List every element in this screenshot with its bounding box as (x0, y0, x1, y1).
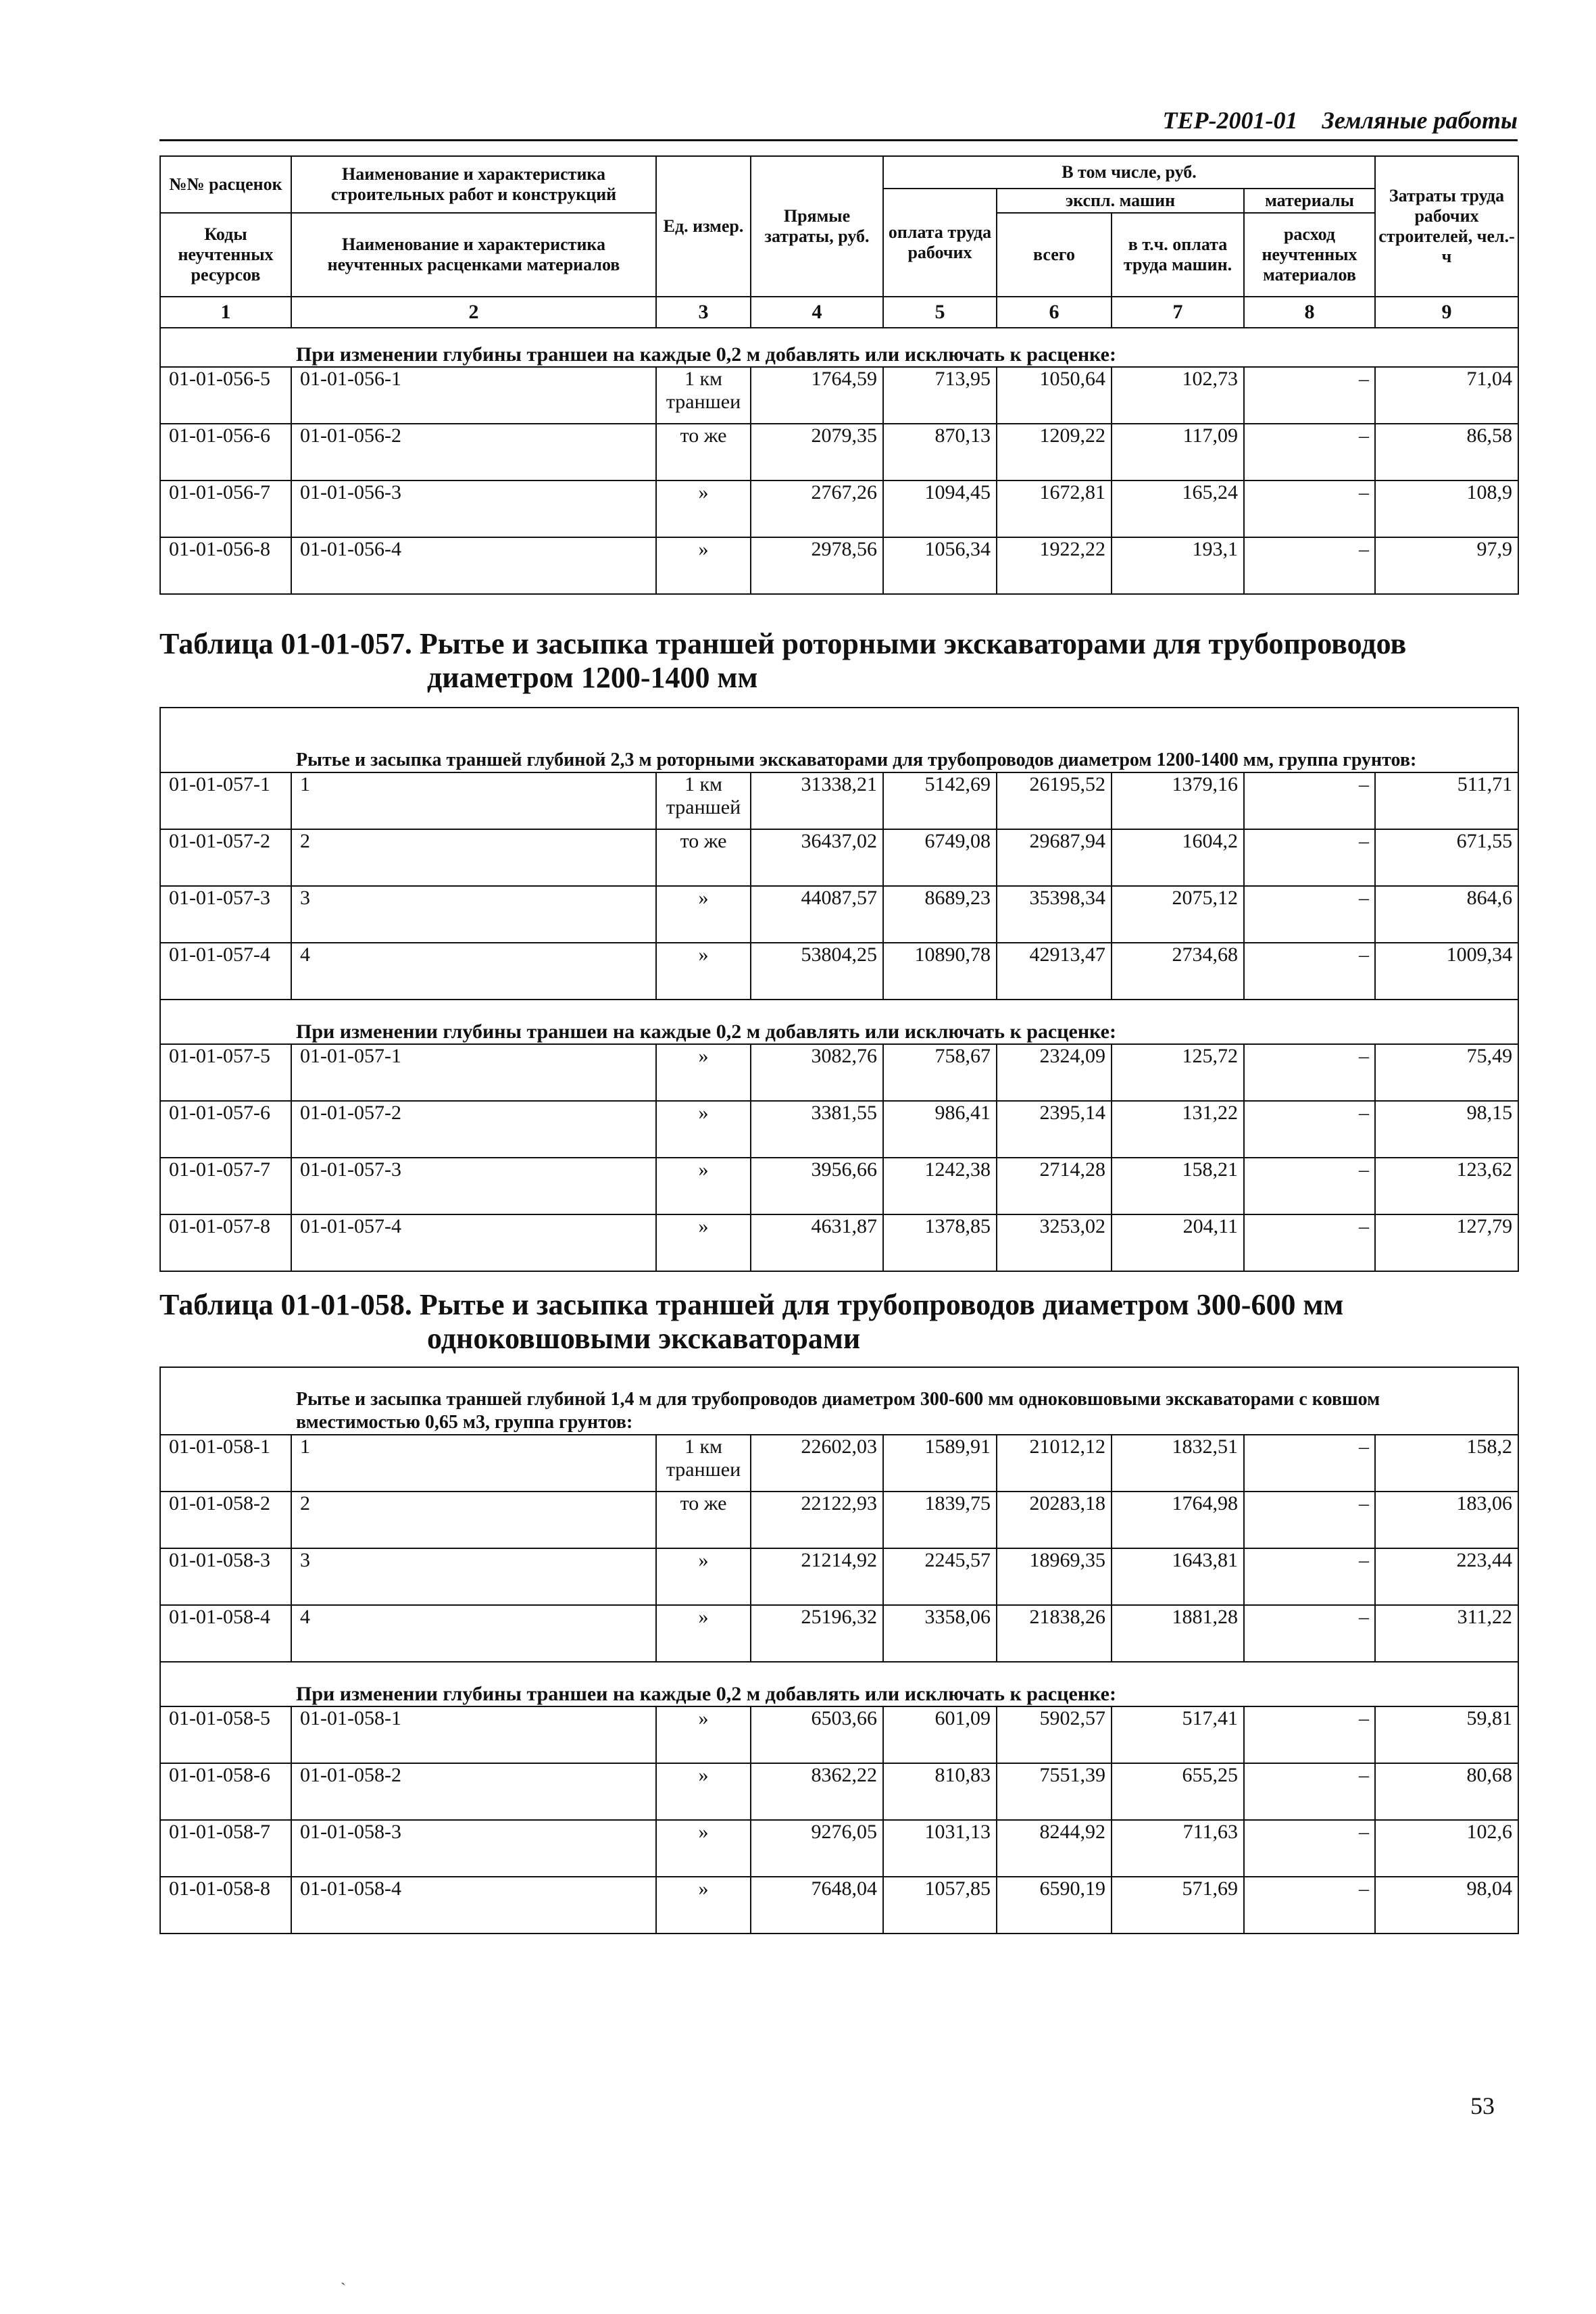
materials: – (1244, 772, 1375, 829)
labor-hours: 123,62 (1375, 1158, 1518, 1214)
machine-labor-cost: 165,24 (1112, 481, 1244, 537)
machine-labor-cost: 131,22 (1112, 1101, 1244, 1158)
rows-057 (160, 772, 1518, 1000)
labor-hours: 864,6 (1375, 886, 1518, 943)
rate-code: 01-01-058-6 (160, 1763, 291, 1820)
rate-name: 01-01-057-4 (291, 1214, 656, 1271)
unit: то же (656, 829, 751, 886)
direct-cost: 4631,87 (751, 1214, 883, 1271)
section-058: Рытье и засыпка траншей глубиной 1,4 м для трубопроводов диаметром 300-600 мм одноковшовыми экскаваторами с ковшом вместимостью 0,65 м3, группа грунтов: (160, 1367, 1518, 1435)
unit: » (656, 886, 751, 943)
machine-cost: 18969,35 (997, 1548, 1112, 1605)
table-row (160, 1706, 1518, 1763)
machine-labor-cost: 204,11 (1112, 1214, 1244, 1271)
rate-name: 01-01-057-3 (291, 1158, 656, 1214)
machine-cost: 2714,28 (997, 1158, 1112, 1214)
col-number: 8 (1244, 297, 1375, 328)
labor-cost: 6749,08 (883, 829, 997, 886)
labor-cost: 758,67 (883, 1044, 997, 1101)
caption-058-title: Рытье и засыпка траншей для трубопроводов диаметром 300-600 мм (419, 1288, 1344, 1321)
rate-code: 01-01-056-6 (160, 424, 291, 481)
stray-mark: ` (341, 2281, 346, 2298)
table-row (160, 1548, 1518, 1605)
col-header-name-bottom: Наименование и характеристика неучтенных расценками материалов (291, 213, 656, 297)
col-header-unit: Ед. измер. (656, 156, 751, 297)
rate-code: 01-01-058-7 (160, 1820, 291, 1877)
rows-056 (160, 367, 1518, 594)
depth-note: При изменении глубины траншеи на каждые 0,2 м добавлять или исключать к расценке: (160, 1662, 1518, 1706)
machine-labor-cost: 125,72 (1112, 1044, 1244, 1101)
machine-cost: 7551,39 (997, 1763, 1112, 1820)
materials: – (1244, 886, 1375, 943)
machine-labor-cost: 102,73 (1112, 367, 1244, 424)
direct-cost: 21214,92 (751, 1548, 883, 1605)
col-header-codes-bottom: Коды неучтенных ресурсов (160, 213, 291, 297)
labor-hours: 223,44 (1375, 1548, 1518, 1605)
machine-labor-cost: 1379,16 (1112, 772, 1244, 829)
rate-name: 4 (291, 1605, 656, 1662)
unit: » (656, 1877, 751, 1934)
col-header-labor: оплата труда рабочих (883, 189, 997, 297)
rate-code: 01-01-057-7 (160, 1158, 291, 1214)
caption-057-title: Рытье и засыпка траншей роторными экскаваторами для трубопроводов (419, 627, 1407, 660)
machine-labor-cost: 2734,68 (1112, 943, 1244, 1000)
col-header-group: В том числе, руб. (883, 156, 1375, 189)
col-header-codes-top: №№ расценок (160, 156, 291, 213)
machine-cost: 21012,12 (997, 1435, 1112, 1492)
unit: » (656, 1214, 751, 1271)
labor-cost: 1031,13 (883, 1820, 997, 1877)
labor-cost: 10890,78 (883, 943, 997, 1000)
materials: – (1244, 1605, 1375, 1662)
direct-cost: 9276,05 (751, 1820, 883, 1877)
labor-cost: 870,13 (883, 424, 997, 481)
rate-name: 01-01-056-2 (291, 424, 656, 481)
table-row (160, 367, 1518, 424)
rate-name: 3 (291, 1548, 656, 1605)
col-header-mach-total: всего (997, 213, 1112, 297)
direct-cost: 2079,35 (751, 424, 883, 481)
col-number: 1 (160, 297, 291, 328)
rate-name: 01-01-057-1 (291, 1044, 656, 1101)
caption-057 (159, 627, 1511, 695)
unit: 1 км траншей (656, 772, 751, 829)
materials: – (1244, 1101, 1375, 1158)
materials: – (1244, 1214, 1375, 1271)
machine-labor-cost: 517,41 (1112, 1706, 1244, 1763)
rate-name: 1 (291, 1435, 656, 1492)
table-058 (159, 1367, 1519, 1934)
rate-code: 01-01-058-3 (160, 1548, 291, 1605)
col-number: 2 (291, 297, 656, 328)
labor-hours: 97,9 (1375, 537, 1518, 594)
unit: то же (656, 424, 751, 481)
direct-cost: 22122,93 (751, 1492, 883, 1548)
materials: – (1244, 1492, 1375, 1548)
rate-code: 01-01-057-1 (160, 772, 291, 829)
col-header-name-top: Наименование и характеристика строительных работ и конструкций (291, 156, 656, 213)
rate-name: 01-01-056-4 (291, 537, 656, 594)
machine-cost: 6590,19 (997, 1877, 1112, 1934)
table-row (160, 1101, 1518, 1158)
machine-cost: 1209,22 (997, 424, 1112, 481)
direct-cost: 3082,76 (751, 1044, 883, 1101)
col-header-machines: экспл. машин (997, 189, 1244, 213)
table-row (160, 537, 1518, 594)
labor-hours: 311,22 (1375, 1605, 1518, 1662)
machine-labor-cost: 571,69 (1112, 1877, 1244, 1934)
unit: » (656, 537, 751, 594)
section-title: Земляные работы (1322, 107, 1518, 134)
col-header-direct: Прямые затраты, руб. (751, 156, 883, 297)
labor-hours: 671,55 (1375, 829, 1518, 886)
rate-name: 01-01-058-4 (291, 1877, 656, 1934)
labor-hours: 98,15 (1375, 1101, 1518, 1158)
unit: 1 км траншеи (656, 1435, 751, 1492)
col-header-hours: Затраты труда рабочих строителей, чел.-ч (1375, 156, 1518, 297)
table-057 (159, 707, 1519, 1272)
col-number: 6 (997, 297, 1112, 328)
unit: » (656, 1158, 751, 1214)
page-number: 53 (1470, 2092, 1495, 2119)
labor-cost: 5142,69 (883, 772, 997, 829)
rate-name: 4 (291, 943, 656, 1000)
rate-code: 01-01-057-8 (160, 1214, 291, 1271)
materials: – (1244, 1435, 1375, 1492)
rate-name: 01-01-058-3 (291, 1820, 656, 1877)
materials: – (1244, 829, 1375, 886)
labor-hours: 86,58 (1375, 424, 1518, 481)
direct-cost: 36437,02 (751, 829, 883, 886)
unit: » (656, 1548, 751, 1605)
rate-code: 01-01-056-5 (160, 367, 291, 424)
rate-code: 01-01-058-1 (160, 1435, 291, 1492)
materials: – (1244, 1158, 1375, 1214)
col-number: 9 (1375, 297, 1518, 328)
labor-hours: 102,6 (1375, 1820, 1518, 1877)
direct-cost: 25196,32 (751, 1605, 883, 1662)
materials: – (1244, 1877, 1375, 1934)
machine-labor-cost: 1643,81 (1112, 1548, 1244, 1605)
materials: – (1244, 481, 1375, 537)
caption-058 (159, 1288, 1511, 1356)
labor-hours: 59,81 (1375, 1706, 1518, 1763)
machine-cost: 29687,94 (997, 829, 1112, 886)
col-number: 5 (883, 297, 997, 328)
rate-name: 01-01-058-1 (291, 1706, 656, 1763)
unit: » (656, 1706, 751, 1763)
rate-name: 2 (291, 829, 656, 886)
table-row (160, 1435, 1518, 1492)
table-row (160, 943, 1518, 1000)
rate-code: 01-01-057-3 (160, 886, 291, 943)
rate-code: 01-01-057-5 (160, 1044, 291, 1101)
machine-labor-cost: 2075,12 (1112, 886, 1244, 943)
labor-cost: 1378,85 (883, 1214, 997, 1271)
labor-cost: 3358,06 (883, 1605, 997, 1662)
materials: – (1244, 1763, 1375, 1820)
materials: – (1244, 424, 1375, 481)
rows-058-depth (160, 1706, 1518, 1934)
rate-code: 01-01-056-7 (160, 481, 291, 537)
labor-hours: 80,68 (1375, 1763, 1518, 1820)
unit: » (656, 1605, 751, 1662)
machine-cost: 3253,02 (997, 1214, 1112, 1271)
machine-cost: 21838,26 (997, 1605, 1112, 1662)
col-number: 7 (1112, 297, 1244, 328)
table-row (160, 1492, 1518, 1548)
table-row (160, 1763, 1518, 1820)
caption-058-title-line2: одноковшовыми экскаваторами (427, 1322, 861, 1355)
unit: 1 км траншеи (656, 367, 751, 424)
direct-cost: 53804,25 (751, 943, 883, 1000)
table-row (160, 1044, 1518, 1101)
labor-hours: 71,04 (1375, 367, 1518, 424)
unit: » (656, 943, 751, 1000)
machine-cost: 35398,34 (997, 886, 1112, 943)
machine-labor-cost: 193,1 (1112, 537, 1244, 594)
table-row (160, 772, 1518, 829)
table-row (160, 1820, 1518, 1877)
materials: – (1244, 1820, 1375, 1877)
col-number: 4 (751, 297, 883, 328)
machine-cost: 1050,64 (997, 367, 1112, 424)
table-row (160, 1877, 1518, 1934)
machine-labor-cost: 1832,51 (1112, 1435, 1244, 1492)
rate-code: 01-01-057-4 (160, 943, 291, 1000)
labor-hours: 511,71 (1375, 772, 1518, 829)
rate-code: 01-01-057-6 (160, 1101, 291, 1158)
labor-cost: 2245,57 (883, 1548, 997, 1605)
labor-cost: 601,09 (883, 1706, 997, 1763)
rate-name: 01-01-056-1 (291, 367, 656, 424)
col-header-mach-labor: в т.ч. оплата труда машин. (1112, 213, 1244, 297)
rate-name: 01-01-057-2 (291, 1101, 656, 1158)
machine-cost: 20283,18 (997, 1492, 1112, 1548)
labor-hours: 108,9 (1375, 481, 1518, 537)
page-header (159, 101, 1518, 141)
rows-058 (160, 1435, 1518, 1662)
section-057: Рытье и засыпка траншей глубиной 2,3 м роторными экскаваторами для трубопроводов диаметром 1200-1400 мм, группа грунтов: (160, 708, 1518, 772)
direct-cost: 3956,66 (751, 1158, 883, 1214)
materials: – (1244, 1706, 1375, 1763)
labor-hours: 158,2 (1375, 1435, 1518, 1492)
unit: то же (656, 1492, 751, 1548)
rate-code: 01-01-056-8 (160, 537, 291, 594)
unit: » (656, 1820, 751, 1877)
machine-cost: 42913,47 (997, 943, 1112, 1000)
rate-code: 01-01-058-4 (160, 1605, 291, 1662)
table-056 (159, 155, 1519, 595)
machine-labor-cost: 1764,98 (1112, 1492, 1244, 1548)
labor-hours: 98,04 (1375, 1877, 1518, 1934)
materials: – (1244, 943, 1375, 1000)
direct-cost: 8362,22 (751, 1763, 883, 1820)
rate-code: 01-01-057-2 (160, 829, 291, 886)
col-number: 3 (656, 297, 751, 328)
rate-code: 01-01-058-5 (160, 1706, 291, 1763)
machine-cost: 26195,52 (997, 772, 1112, 829)
doc-code: ТЕР-2001-01 (1162, 107, 1298, 134)
depth-note: При изменении глубины траншеи на каждые 0,2 м добавлять или исключать к расценке: (160, 1000, 1518, 1044)
unit: » (656, 1763, 751, 1820)
rate-code: 01-01-058-2 (160, 1492, 291, 1548)
direct-cost: 44087,57 (751, 886, 883, 943)
machine-labor-cost: 117,09 (1112, 424, 1244, 481)
labor-cost: 1057,85 (883, 1877, 997, 1934)
direct-cost: 31338,21 (751, 772, 883, 829)
machine-labor-cost: 158,21 (1112, 1158, 1244, 1214)
table-row (160, 886, 1518, 943)
labor-cost: 1242,38 (883, 1158, 997, 1214)
table-row (160, 829, 1518, 886)
table-row (160, 481, 1518, 537)
direct-cost: 7648,04 (751, 1877, 883, 1934)
labor-hours: 183,06 (1375, 1492, 1518, 1548)
machine-cost: 1922,22 (997, 537, 1112, 594)
labor-cost: 713,95 (883, 367, 997, 424)
labor-hours: 127,79 (1375, 1214, 1518, 1271)
machine-labor-cost: 711,63 (1112, 1820, 1244, 1877)
col-header-materials: материалы (1244, 189, 1375, 213)
rate-name: 01-01-058-2 (291, 1763, 656, 1820)
machine-cost: 2324,09 (997, 1044, 1112, 1101)
labor-hours: 75,49 (1375, 1044, 1518, 1101)
direct-cost: 22602,03 (751, 1435, 883, 1492)
caption-057-title-line2: диаметром 1200-1400 мм (427, 661, 758, 694)
materials: – (1244, 537, 1375, 594)
caption-057-id: Таблица 01-01-057. (159, 627, 412, 660)
labor-cost: 1094,45 (883, 481, 997, 537)
materials: – (1244, 1044, 1375, 1101)
direct-cost: 1764,59 (751, 367, 883, 424)
labor-cost: 1839,75 (883, 1492, 997, 1548)
depth-note: При изменении глубины траншеи на каждые 0,2 м добавлять или исключать к расценке: (160, 328, 1518, 367)
machine-labor-cost: 1604,2 (1112, 829, 1244, 886)
table-row (160, 424, 1518, 481)
direct-cost: 2767,26 (751, 481, 883, 537)
unit: » (656, 1101, 751, 1158)
direct-cost: 3381,55 (751, 1101, 883, 1158)
materials: – (1244, 367, 1375, 424)
labor-cost: 986,41 (883, 1101, 997, 1158)
rate-name: 2 (291, 1492, 656, 1548)
machine-cost: 8244,92 (997, 1820, 1112, 1877)
col-header-mat-use: расход неучтенных материалов (1244, 213, 1375, 297)
materials: – (1244, 1548, 1375, 1605)
machine-labor-cost: 655,25 (1112, 1763, 1244, 1820)
machine-labor-cost: 1881,28 (1112, 1605, 1244, 1662)
machine-cost: 1672,81 (997, 481, 1112, 537)
labor-hours: 1009,34 (1375, 943, 1518, 1000)
table-row (160, 1158, 1518, 1214)
labor-cost: 810,83 (883, 1763, 997, 1820)
rate-code: 01-01-058-8 (160, 1877, 291, 1934)
caption-058-id: Таблица 01-01-058. (159, 1288, 412, 1321)
labor-cost: 8689,23 (883, 886, 997, 943)
rows-057-depth (160, 1044, 1518, 1271)
table-row (160, 1214, 1518, 1271)
direct-cost: 6503,66 (751, 1706, 883, 1763)
machine-cost: 5902,57 (997, 1706, 1112, 1763)
labor-cost: 1589,91 (883, 1435, 997, 1492)
direct-cost: 2978,56 (751, 537, 883, 594)
table-row (160, 1605, 1518, 1662)
rate-name: 3 (291, 886, 656, 943)
machine-cost: 2395,14 (997, 1101, 1112, 1158)
unit: » (656, 1044, 751, 1101)
rate-name: 01-01-056-3 (291, 481, 656, 537)
labor-cost: 1056,34 (883, 537, 997, 594)
unit: » (656, 481, 751, 537)
rate-name: 1 (291, 772, 656, 829)
